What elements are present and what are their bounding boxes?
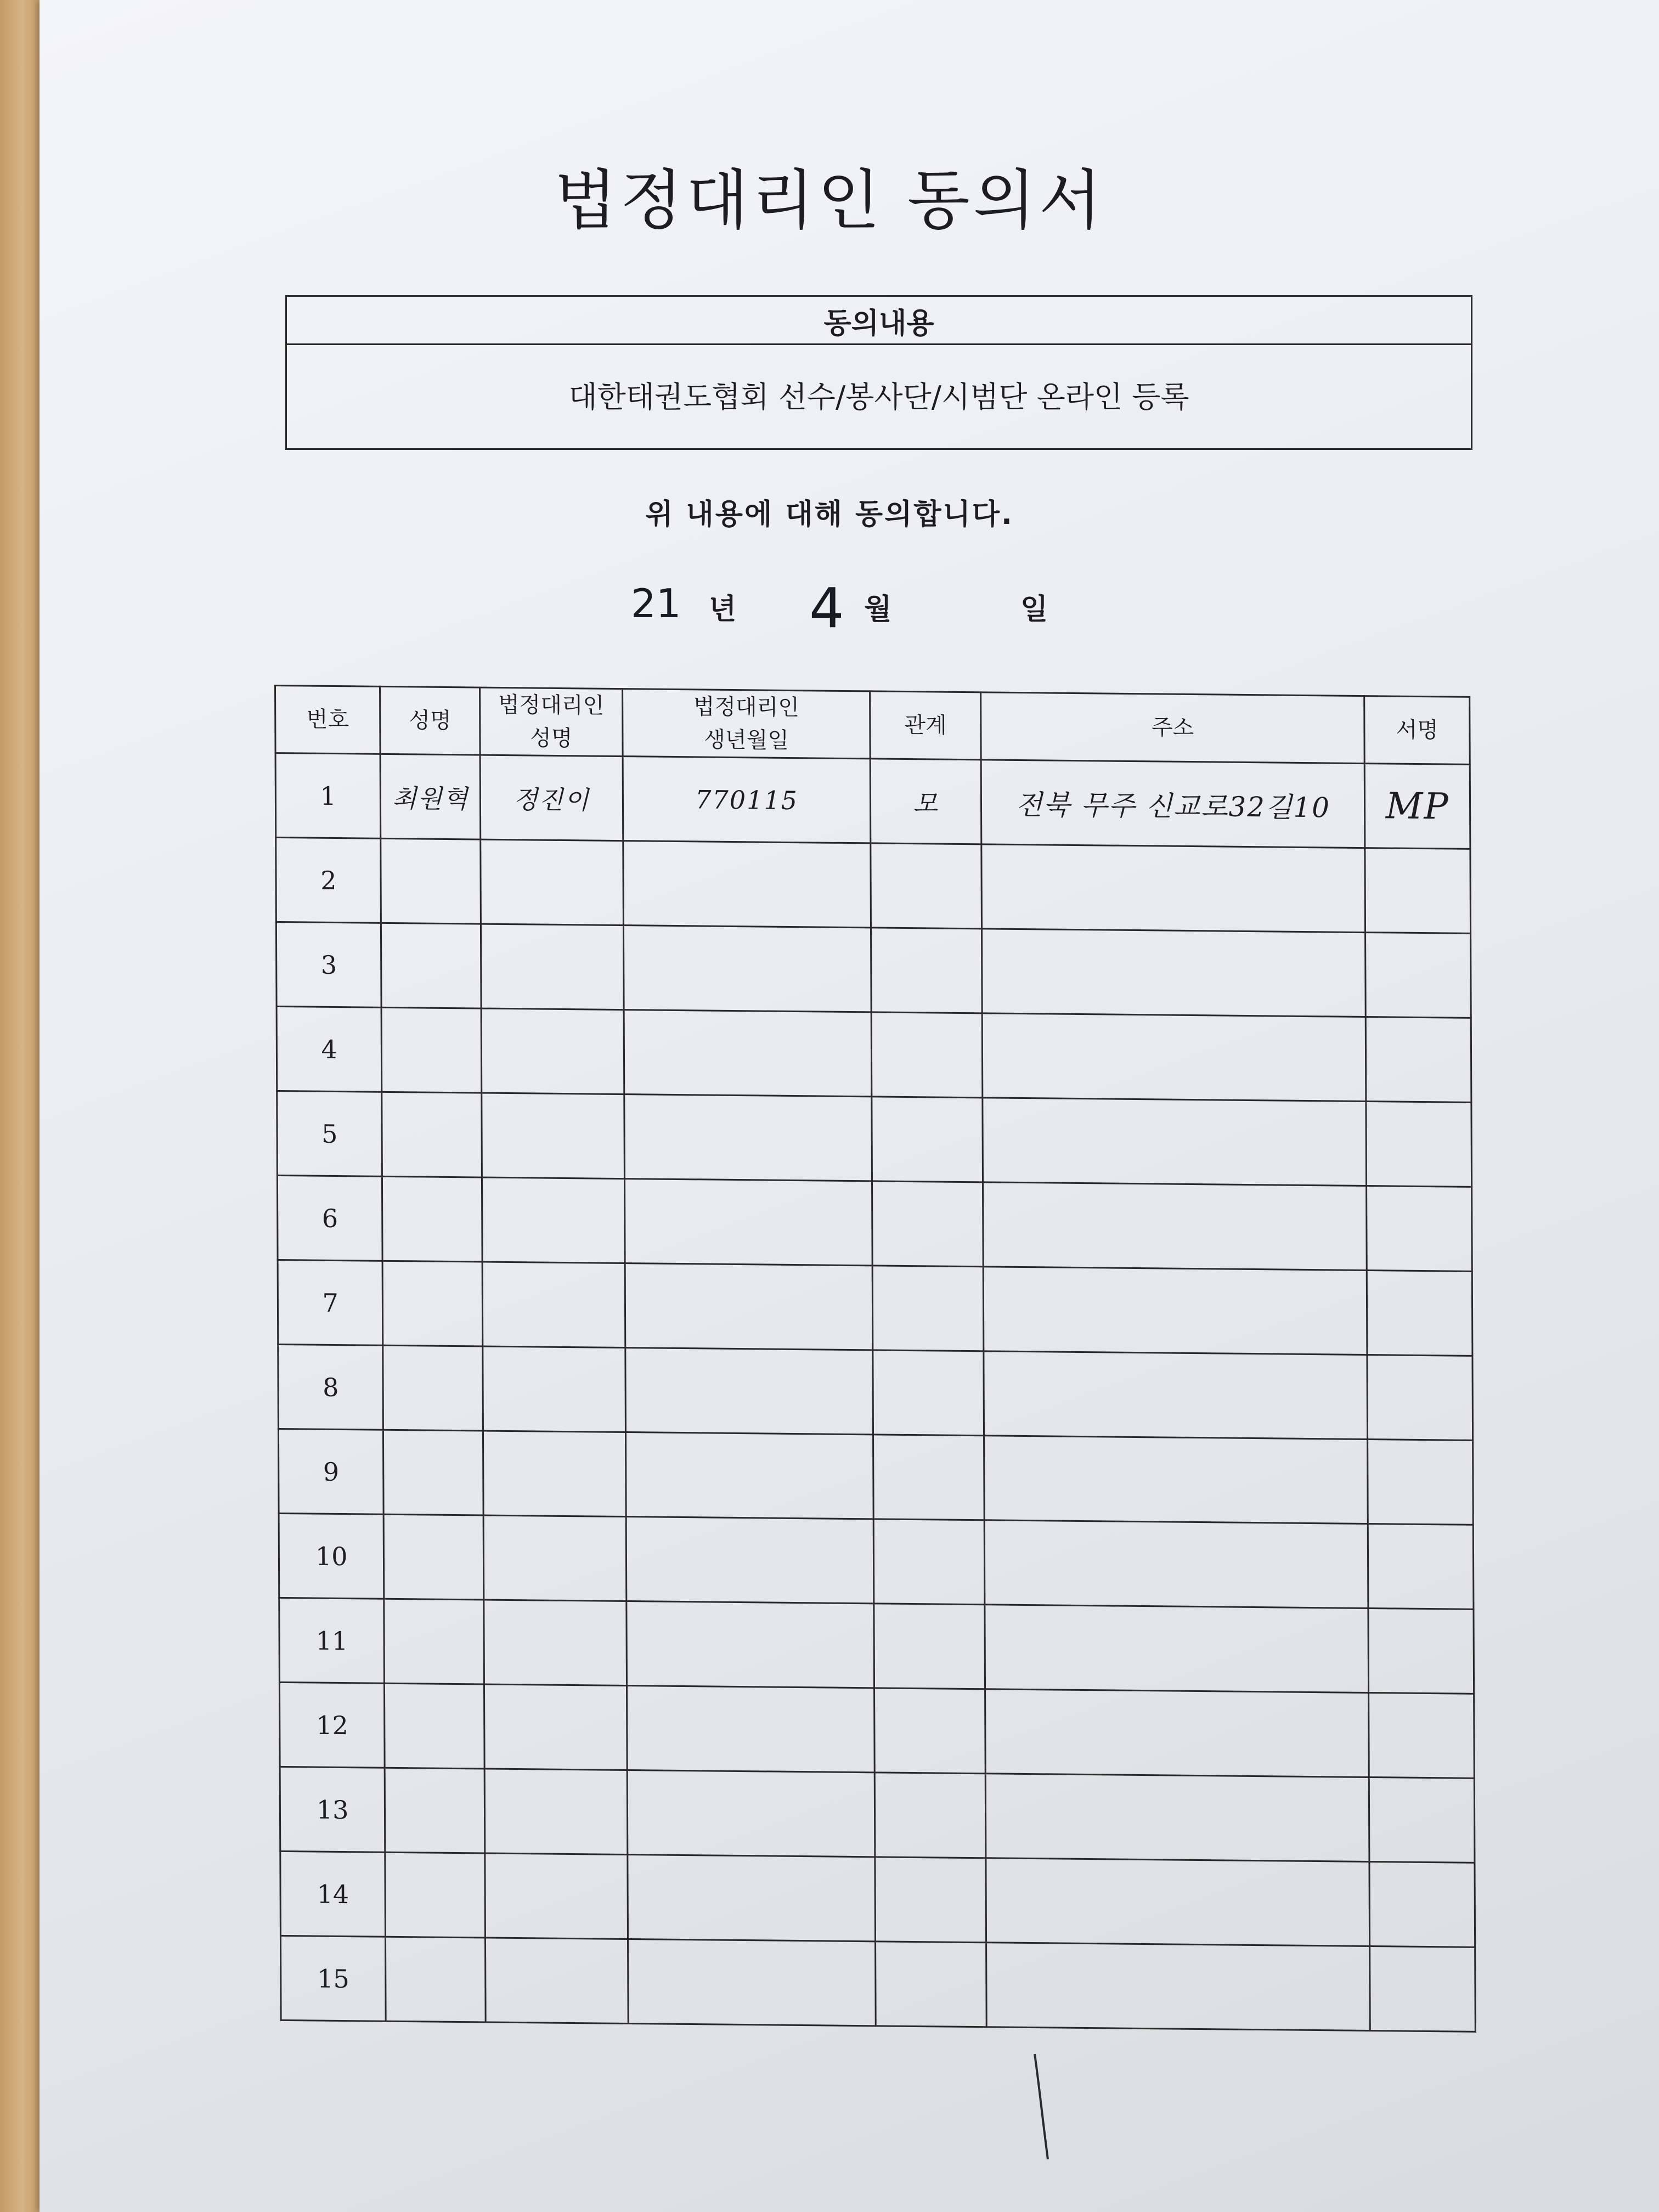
row-guardian-name <box>485 1938 628 2023</box>
table-row <box>276 838 1471 934</box>
row-name <box>381 923 481 1008</box>
row-address <box>984 1351 1368 1440</box>
header-address: 주소 <box>981 692 1365 764</box>
document-title: 법정대리인 동의서 <box>554 162 1105 238</box>
row-signature <box>1370 1946 1475 2032</box>
row-relation <box>873 1266 984 1351</box>
row-relation <box>874 1688 985 1774</box>
row-address <box>983 1098 1367 1186</box>
header-guardian-birth-line2: 생년월일 <box>704 727 789 753</box>
row-address: 전북 무주 신교로32길10 <box>981 760 1365 848</box>
row-guardian-name <box>483 1431 626 1516</box>
row-address <box>985 1774 1369 1862</box>
row-name <box>383 1261 483 1346</box>
row-guardian-name <box>482 1093 625 1178</box>
row-guardian-name: 정진이 <box>480 755 623 840</box>
row-relation <box>875 1857 986 1943</box>
row-address <box>981 844 1365 933</box>
row-guardian-birth <box>624 1179 872 1266</box>
row-number: 7 <box>278 1260 383 1345</box>
date-month-handwritten: 4 <box>809 576 844 640</box>
row-guardian-name <box>484 1769 628 1854</box>
row-signature <box>1367 1186 1472 1272</box>
row-name <box>384 1514 484 1600</box>
row-signature <box>1365 933 1471 1018</box>
row-name <box>383 1430 483 1515</box>
row-name: 최원혁 <box>381 754 481 839</box>
row-address <box>984 1520 1368 1609</box>
header-name: 성명 <box>380 686 480 755</box>
row-guardian-name <box>482 1177 625 1263</box>
row-relation: 모 <box>871 759 981 844</box>
row-address <box>983 1267 1367 1355</box>
row-number: 14 <box>280 1851 386 1937</box>
consent-box <box>285 295 1472 450</box>
consent-header: 동의내용 <box>287 297 1471 345</box>
row-number: 4 <box>276 1006 382 1092</box>
row-relation <box>876 1942 986 2027</box>
header-guardian-name-line1: 법정대리인 <box>498 692 605 719</box>
row-name <box>383 1345 483 1431</box>
row-name <box>384 1599 484 1684</box>
row-name <box>385 1683 484 1769</box>
row-signature <box>1366 1017 1471 1103</box>
row-number: 10 <box>279 1513 384 1599</box>
row-guardian-birth <box>625 1348 873 1435</box>
row-guardian-birth: 770115 <box>623 757 871 843</box>
row-guardian-birth <box>627 1601 874 1688</box>
row-guardian-birth <box>625 1432 873 1519</box>
row-guardian-name <box>485 1853 628 1939</box>
row-address <box>986 1943 1370 2031</box>
row-guardian-birth <box>627 1686 874 1773</box>
table-row <box>278 1344 1473 1440</box>
table-row <box>280 1851 1475 1947</box>
stray-pen-mark <box>1031 2052 1053 2162</box>
row-guardian-birth <box>628 1939 876 2025</box>
table-body <box>275 753 1475 2032</box>
row-guardian-birth <box>625 1263 873 1350</box>
row-guardian-birth <box>624 1094 872 1181</box>
row-relation <box>873 1435 984 1520</box>
header-relation: 관계 <box>870 691 981 760</box>
table-row <box>278 1429 1473 1525</box>
row-signature <box>1369 1692 1474 1778</box>
date-year-label: 년 <box>709 593 737 626</box>
table-row <box>276 922 1471 1018</box>
row-relation <box>874 1519 985 1605</box>
row-name <box>381 838 481 924</box>
row-number: 13 <box>280 1767 385 1852</box>
table-row <box>277 1091 1472 1187</box>
table-row <box>280 1936 1475 2032</box>
row-guardian-birth <box>627 1770 875 1857</box>
row-signature <box>1365 848 1470 934</box>
row-name <box>382 1007 482 1093</box>
row-relation <box>872 1012 983 1098</box>
row-relation <box>871 928 982 1013</box>
table-row <box>278 1260 1472 1356</box>
row-guardian-birth <box>623 841 871 928</box>
table-row <box>280 1767 1475 1863</box>
row-address <box>984 1436 1368 1524</box>
row-number: 3 <box>276 922 381 1007</box>
row-relation <box>872 1097 983 1182</box>
agree-statement: 위 내용에 대해 동의합니다. <box>645 498 1014 531</box>
row-guardian-birth <box>624 1010 872 1097</box>
table-row <box>279 1682 1474 1778</box>
table-row <box>275 753 1470 849</box>
header-guardian-name-line2: 성명 <box>530 725 573 752</box>
row-name <box>385 1852 485 1938</box>
row-signature <box>1369 1861 1475 1947</box>
row-address <box>985 1605 1369 1693</box>
row-number: 8 <box>278 1344 383 1430</box>
row-address <box>981 929 1365 1017</box>
row-relation <box>875 1773 986 1858</box>
row-guardian-name <box>481 839 624 925</box>
consent-text: 대한태권도협회 선수/봉사단/시범단 온라인 등록 <box>568 380 1189 414</box>
header-guardian-birth <box>622 689 870 759</box>
row-relation <box>871 843 981 929</box>
row-guardian-name <box>481 1008 624 1094</box>
row-signature <box>1369 1777 1475 1863</box>
row-guardian-birth <box>623 926 871 1012</box>
row-number: 9 <box>278 1429 383 1514</box>
row-number: 6 <box>277 1175 382 1261</box>
row-guardian-birth <box>626 1517 874 1604</box>
row-number: 2 <box>276 838 381 923</box>
row-guardian-name <box>482 1262 625 1347</box>
header-number: 번호 <box>275 686 381 754</box>
guardian-roster-table <box>274 685 1476 2033</box>
row-number: 11 <box>279 1598 385 1683</box>
row-signature <box>1368 1608 1474 1694</box>
row-guardian-name <box>483 1515 627 1601</box>
row-address <box>985 1689 1369 1778</box>
table-header-row <box>275 686 1470 765</box>
row-relation <box>873 1350 984 1436</box>
header-guardian-name <box>479 687 623 756</box>
row-signature: MP <box>1365 764 1470 849</box>
row-name <box>382 1092 482 1177</box>
row-guardian-name <box>484 1600 627 1685</box>
row-address <box>982 1013 1366 1102</box>
row-signature <box>1366 1102 1471 1187</box>
row-guardian-name <box>483 1346 626 1432</box>
header-guardian-birth-line1: 법정대리인 <box>693 694 800 721</box>
row-address <box>983 1182 1367 1271</box>
row-number: 1 <box>275 753 381 839</box>
row-signature <box>1368 1524 1474 1610</box>
row-address <box>986 1858 1370 1946</box>
row-number: 15 <box>280 1936 386 2021</box>
table-row <box>277 1175 1472 1271</box>
table-row <box>276 1006 1471 1102</box>
row-relation <box>872 1181 983 1267</box>
row-name <box>382 1176 482 1262</box>
row-name <box>386 1937 486 2022</box>
table-row <box>279 1598 1474 1694</box>
row-guardian-name <box>481 924 624 1009</box>
row-guardian-birth <box>628 1854 876 1941</box>
row-signature <box>1367 1355 1472 1441</box>
row-number: 5 <box>277 1091 382 1176</box>
date-day-label: 일 <box>1020 593 1048 626</box>
row-number: 12 <box>279 1682 385 1768</box>
row-name <box>385 1768 485 1853</box>
row-guardian-name <box>484 1684 627 1770</box>
header-signature: 서명 <box>1364 696 1470 765</box>
table-row <box>279 1513 1474 1609</box>
row-signature <box>1367 1271 1472 1356</box>
date-month-label: 월 <box>864 593 892 626</box>
row-signature <box>1368 1440 1473 1525</box>
date-row <box>0 571 1659 653</box>
row-relation <box>874 1604 985 1689</box>
date-year-handwritten: 21 <box>631 580 681 627</box>
